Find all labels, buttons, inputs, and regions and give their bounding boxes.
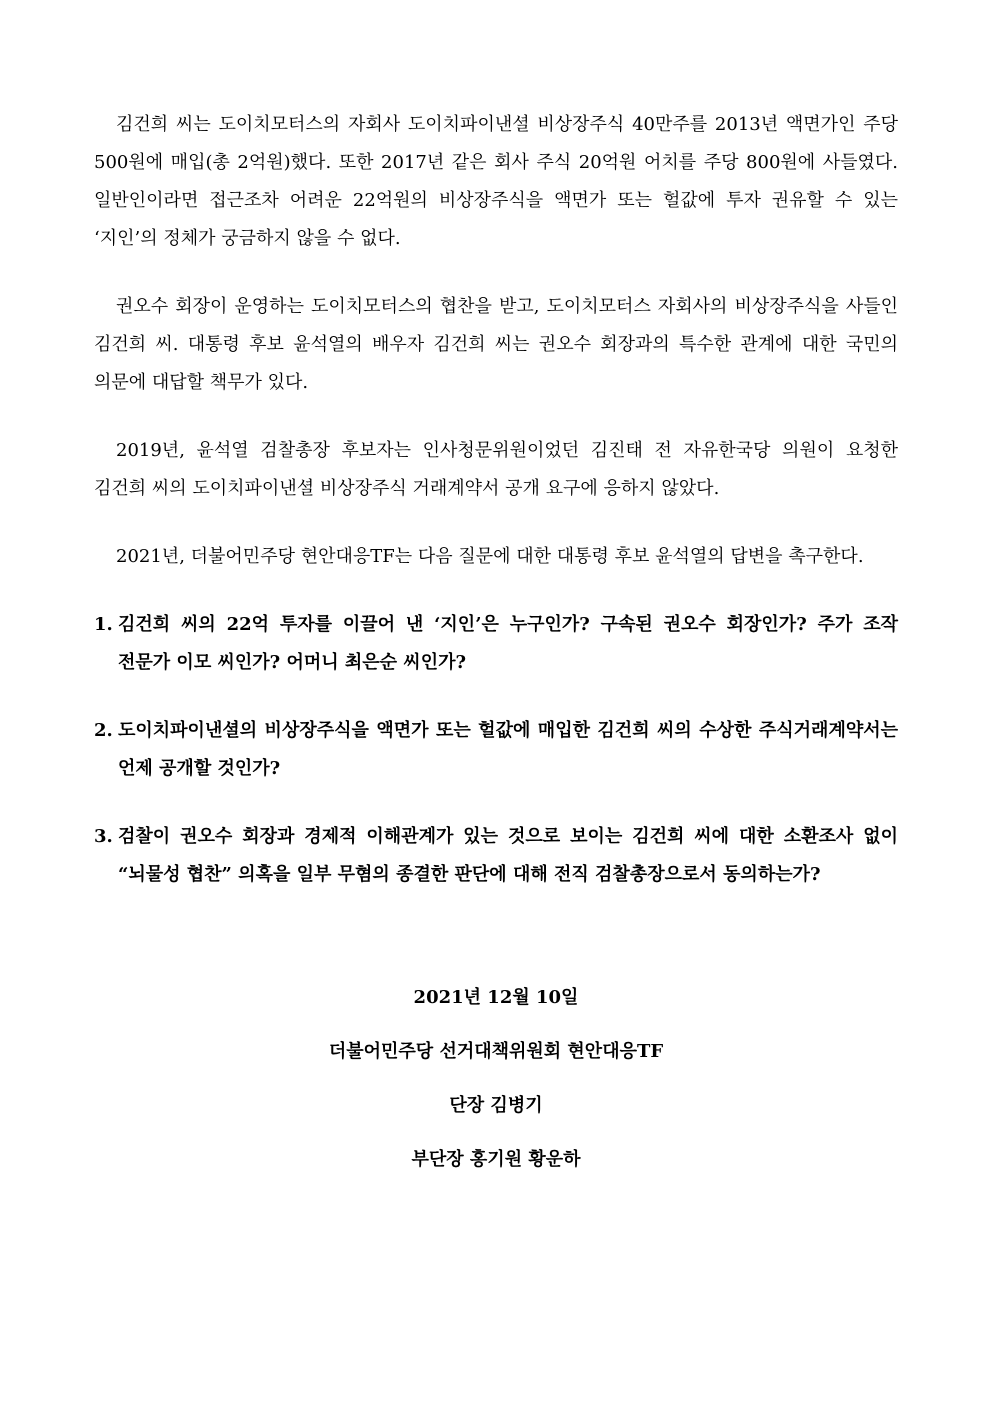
paragraph-4: 2021년, 더불어민주당 현안대응TF는 다음 질문에 대한 대통령 후보 윤석열의 답변을 촉구한다. — [116, 546, 864, 567]
document-date: 2021년 12월 10일 — [413, 987, 579, 1008]
question-item-1 — [94, 606, 898, 682]
question-number: 3. — [94, 826, 113, 847]
deputy-names: 부단장 홍기원 황운하 — [411, 1149, 581, 1170]
organization-name: 더불어민주당 선거대책위원회 현안대응TF — [328, 1041, 664, 1062]
question-item-2 — [94, 712, 898, 788]
paragraph-1: 김건희 씨는 도이치모터스의 자회사 도이치파이낸셜 비상장주식 40만주를 2013년 액면가인 주당 500원에 매입(총 2억원)했다. 또한 2017년 같은 회사 주식 20억원 어치를 주당 800원에 사들였다. 일반인이라면 접근조차 어려운 22억원의 비상장주식을 액면가 또는 헐값에 투자 권유할 수 있는 ‘지인’의 정체가 궁금하지 않을 수 없다. — [94, 114, 898, 249]
question-item-3 — [94, 818, 898, 894]
question-text: 도이치파이낸셜의 비상장주식을 액면가 또는 헐값에 매입한 김건희 씨의 수상한 주식거래계약서는 언제 공개할 것인가? — [118, 720, 898, 779]
question-text: 검찰이 권오수 회장과 경제적 이해관계가 있는 것으로 보이는 김건희 씨에 대한 소환조사 없이 “뇌물성 협찬” 의혹을 일부 무혐의 종결한 판단에 대해 전직 검찰총장으로서 동의하는가? — [118, 826, 898, 885]
paragraph-3: 2019년, 윤석열 검찰총장 후보자는 인사청문위원이었던 김진태 전 자유한국당 의원이 요청한 김건희 씨의 도이치파이낸셜 비상장주식 거래계약서 공개 요구에 응하지 않았다. — [94, 440, 898, 499]
question-number: 2. — [94, 720, 113, 741]
question-list — [94, 606, 898, 894]
question-text: 김건희 씨의 22억 투자를 이끌어 낸 ‘지인’은 누구인가? 구속된 권오수 회장인가? 주가 조작 전문가 이모 씨인가? 어머니 최은순 씨인가? — [118, 614, 898, 673]
paragraph-2: 권오수 회장이 운영하는 도이치모터스의 협찬을 받고, 도이치모터스 자회사의 비상장주식을 사들인 김건희 씨. 대통령 후보 윤석열의 배우자 김건희 씨는 권오수 회장과의 특수한 관계에 대한 국민의 의문에 대답할 책무가 있다. — [94, 296, 898, 393]
signature-block — [0, 980, 992, 1196]
question-number: 1. — [94, 614, 113, 635]
leader-name: 단장 김병기 — [449, 1095, 543, 1116]
document-body — [94, 106, 898, 924]
